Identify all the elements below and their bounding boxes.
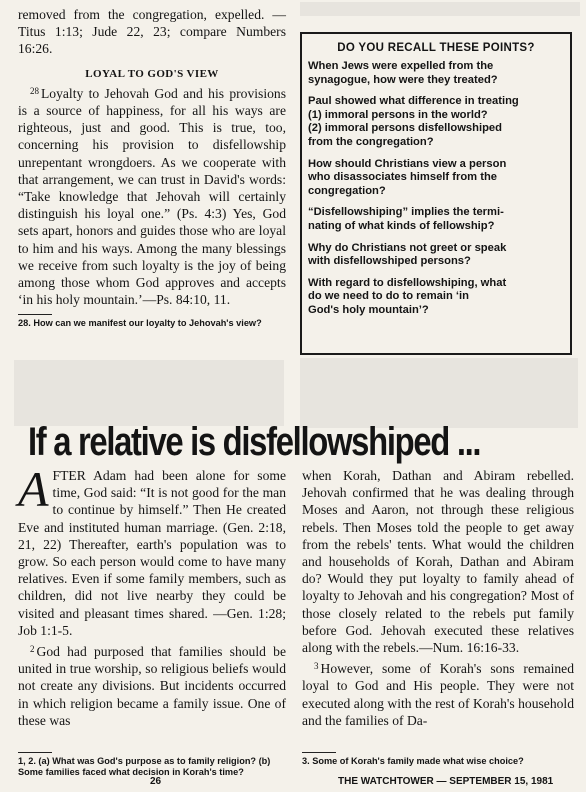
footnote-3: 3. Some of Korah's family made what wise choice? (302, 756, 524, 766)
show-through-left-mid (14, 360, 284, 426)
article-left-column (18, 461, 286, 729)
recall-question-line: do we need to do to remain ‘in (308, 290, 469, 303)
paragraph-28-text: Loyalty to Jehovah God and his provisions is a source of happiness, for all his ways are righteous, just and good. This is true, too, concerning his provision to disfellowship unrepentant wrongdoers. As we cooperate with that arrangement, we can trust in David's words: “Take knowledge that Jehovah will certainly distinguish his loyal one.” (Ps. 4:3) Yes, God sets apart, honors and guides those who are loyal to him and his ways. Among the many blessings we receive from such loyalty is the joy of being among those whom God approves and accepts ‘in his holy mountain.’—Ps. 84:10, 11. (18, 85, 286, 308)
footnote-rule (302, 752, 336, 753)
subheading-loyal: LOYAL TO GOD'S VIEW (85, 67, 219, 80)
paragraph-1 (18, 461, 286, 639)
footnote-28: 28. How can we manifest our loyalty to Jehovah's view? (18, 318, 262, 329)
paragraph-2 (18, 643, 286, 729)
recall-question (308, 242, 564, 269)
recall-question-line: God's holy mountain’? (308, 303, 429, 316)
recall-question-line: who disassociates himself from the (308, 171, 497, 184)
paragraph-28 (18, 85, 286, 309)
right-column-paragraph: when Korah, Dathan and Abiram rebelled. Jehovah confirmed that he was dealing through Moses and Aaron, not through these religious rebels. Then Moses told the people to get away from the rebels' tents. What would the children and households of Korah, Dathan and Abiram do? Would they put loyalty to family ahead of loyalty to Jehovah and his congregation? Most of those closely related to the rebels put family before God. Jehovah executed these relatives along with the rebels.—Num. 16:16-33. (302, 468, 574, 656)
paragraph-3-text: However, some of Korah's sons remained loyal to God and His people. They were not executed along with the rest of Korah's household and the families of Da- (302, 661, 574, 728)
paragraph-1-text: FTER Adam had been alone for some time, God said: “It is not good for the man to continue by himself.” Then He created Eve and instituted human marriage. (Gen. 2:18, 21, 22) Thereafter, earth's population was to grow. So each person would come to have many relatives. Even if some family members, such as children, did not live nearby they could be visited and pleasant times shared. —Gen. 1:28; Job 1:1-5. (18, 468, 286, 638)
recall-question-line: (1) immoral persons in the world? (308, 108, 488, 121)
article-right-column (302, 467, 574, 729)
recall-question-line: congregation? (308, 184, 386, 197)
recall-question-line: nating of what kinds of fellowship? (308, 219, 495, 232)
footnote-28-block (18, 314, 286, 329)
paragraph-number: 28 (30, 85, 39, 96)
recall-question-line: with disfellowshiped persons? (308, 255, 471, 268)
left-top-column (18, 6, 286, 329)
recall-question-line: When Jews were expelled from the (308, 60, 494, 72)
recall-box-title: DO YOU RECALL THESE POINTS? (337, 42, 535, 54)
recall-question-line: Why do Christians not greet or speak (308, 241, 507, 254)
page-number: 26 (150, 776, 162, 787)
article-headline: If a relative is disfellowshiped ... (28, 420, 481, 464)
recall-question-line: from the congregation? (308, 135, 434, 148)
footnote-rule (18, 314, 52, 315)
recall-question (308, 60, 564, 87)
recall-question (308, 206, 564, 233)
footnote-1-2-block (18, 752, 286, 778)
paragraph-number: 2 (30, 644, 35, 655)
paragraph-3 (302, 660, 574, 729)
recall-question-line: “Disfellowshiping” implies the termi- (308, 206, 504, 219)
paragraph-number: 3 (314, 661, 319, 672)
recall-question (308, 95, 564, 149)
footnote-rule (18, 752, 52, 753)
publication-line: THE WATCHTOWER — SEPTEMBER 15, 1981 (338, 776, 554, 787)
continuation-text: removed from the congregation, expelled. —Titus 1:13; Jude 22, 23; compare Numbers 16:26. (18, 7, 286, 57)
recall-question (308, 158, 564, 199)
recall-question-line: synagogue, how were they treated? (308, 73, 498, 86)
show-through-right-top (300, 2, 580, 16)
footnote-1-2: 1, 2. (a) What was God's purpose as to family religion? (b) Some families faced what decision in Korah's time? (18, 756, 271, 777)
paragraph-2-text: God had purposed that families should be united in true worship, so religious beliefs would not create any divisions. But incidents occurred in which religion became a family issue. One of these was (18, 644, 286, 728)
drop-cap: A (18, 461, 49, 517)
recall-question-line: Paul showed what difference in treating (308, 95, 519, 108)
show-through-right-mid (300, 358, 578, 428)
recall-question-list (302, 60, 570, 318)
recall-question (308, 277, 564, 318)
recall-question-line: (2) immoral persons disfellowshiped (308, 122, 502, 135)
recall-box (300, 32, 572, 355)
footnote-3-block (302, 752, 574, 767)
recall-question-line: How should Christians view a person (308, 157, 507, 170)
recall-question-line: With regard to disfellowshiping, what (308, 276, 507, 289)
